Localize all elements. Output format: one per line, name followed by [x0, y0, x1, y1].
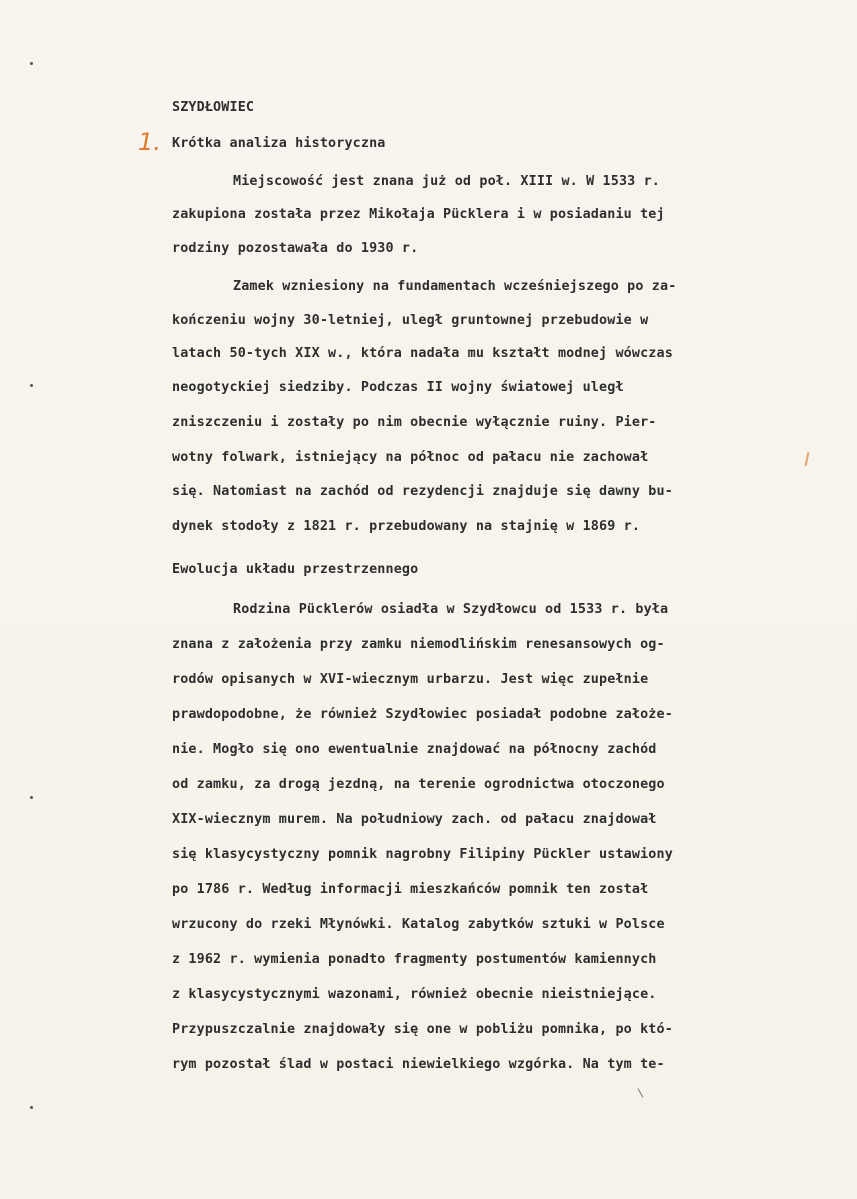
text-line: znana z założenia przy zamku niemodlińskim renesansowych og-	[172, 637, 665, 652]
text-line: XIX-wiecznym murem. Na południowy zach. od pałacu znajdował	[172, 812, 657, 827]
text-line: się klasycystyczny pomnik nagrobny Filipiny Pückler ustawiony	[172, 847, 673, 862]
text-line: Zamek wzniesiony na fundamentach wcześniejszego po za-	[233, 279, 677, 294]
margin-dot	[30, 1106, 33, 1109]
stray-pencil-mark	[805, 452, 810, 466]
section-heading: Krótka analiza historyczna	[172, 136, 386, 151]
text-line: po 1786 r. Według informacji mieszkańców pomnik ten został	[172, 882, 649, 897]
text-line: Rodzina Pücklerów osiadła w Szydłowcu od 1533 r. była	[233, 602, 669, 617]
text-line: prawdopodobne, że również Szydłowiec posiadał podobne założe-	[172, 707, 673, 722]
text-line: się. Natomiast na zachód od rezydencji znajduje się dawny bu-	[172, 484, 673, 499]
text-line: wrzucony do rzeki Młynówki. Katalog zabytków sztuki w Polsce	[172, 917, 665, 932]
text-line: z 1962 r. wymienia ponadto fragmenty postumentów kamiennych	[172, 952, 657, 967]
text-line: od zamku, za drogą jezdną, na terenie ogrodnictwa otoczonego	[172, 777, 665, 792]
subheading: Ewolucja układu przestrzennego	[172, 562, 419, 577]
margin-dot	[30, 62, 33, 65]
section-number-annotation: 1.	[138, 128, 161, 156]
text-line: dynek stodoły z 1821 r. przebudowany na stajnię w 1869 r.	[172, 519, 641, 534]
text-line: zakupiona została przez Mikołaja Pücklera i w posiadaniu tej	[172, 207, 665, 222]
text-line: z klasycystycznymi wazonami, również obecnie nieistniejące.	[172, 987, 657, 1002]
margin-dot	[30, 384, 33, 387]
text-line: rodów opisanych w XVI-wiecznym urbarzu. Jest więc zupełnie	[172, 672, 649, 687]
stray-tick-mark	[638, 1088, 644, 1097]
text-line: nie. Mogło się ono ewentualnie znajdować na północny zachód	[172, 742, 657, 757]
text-line: rodziny pozostawała do 1930 r.	[172, 241, 419, 256]
text-line: Miejscowość jest znana już od poł. XIII w. W 1533 r.	[233, 174, 661, 189]
text-line: neogotyckiej siedziby. Podczas II wojny światowej uległ	[172, 380, 624, 395]
text-line: zniszczeniu i zostały po nim obecnie wyłącznie ruiny. Pier-	[172, 415, 657, 430]
text-line: kończeniu wojny 30-letniej, uległ gruntownej przebudowie w	[172, 313, 649, 328]
text-line: latach 50-tych XIX w., która nadała mu kształt modnej wówczas	[172, 346, 673, 361]
text-line: Przypuszczalnie znajdowały się one w pobliżu pomnika, po któ-	[172, 1022, 673, 1037]
text-line: rym pozostał ślad w postaci niewielkiego wzgórka. Na tym te-	[172, 1057, 665, 1072]
margin-dot	[30, 796, 33, 799]
text-line: wotny folwark, istniejący na północ od pałacu nie zachował	[172, 450, 649, 465]
document-title: SZYDŁOWIEC	[172, 100, 255, 115]
